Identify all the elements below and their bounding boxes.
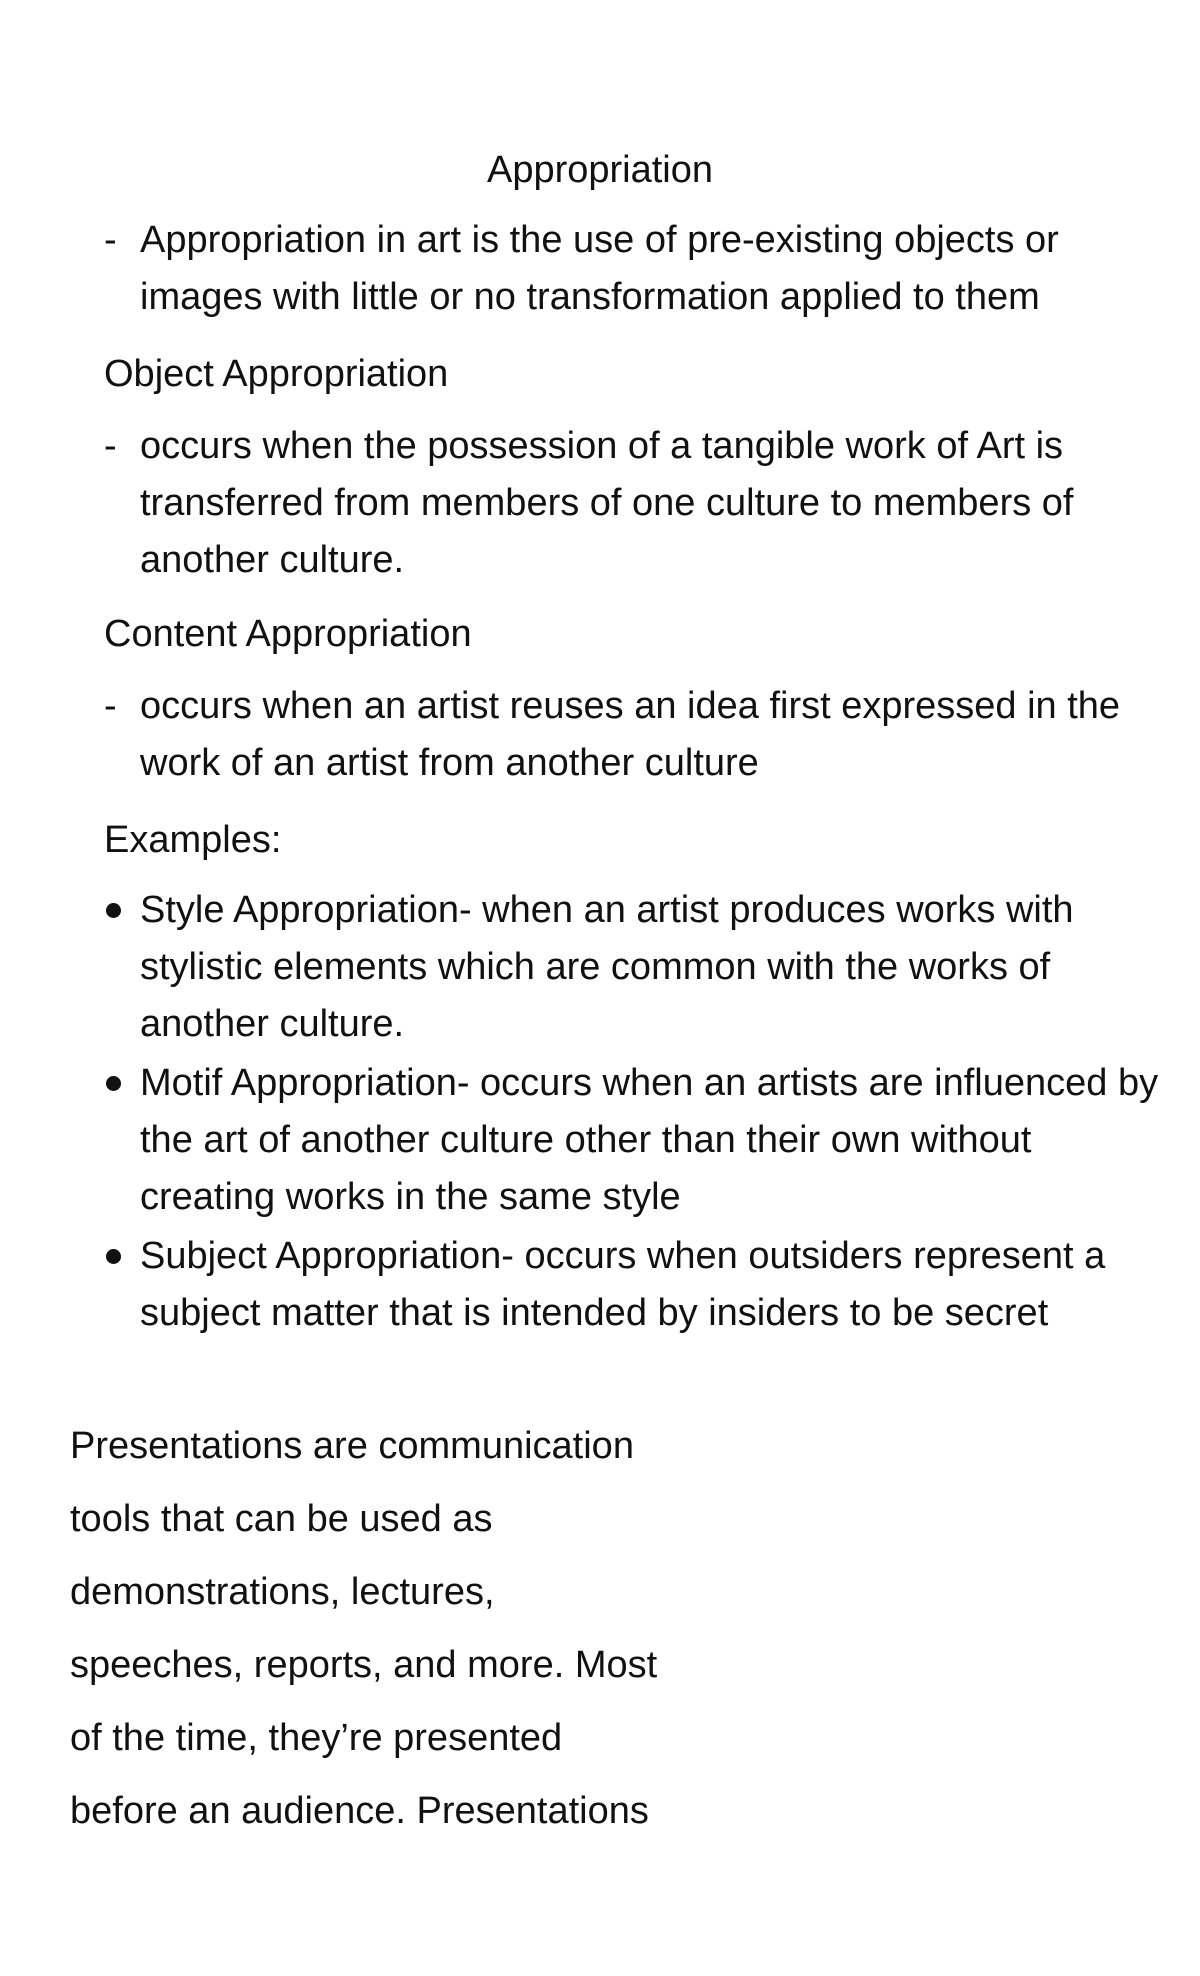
paragraph-line: of the time, they’re presented: [70, 1717, 563, 1759]
dash-marker: -: [104, 219, 117, 261]
bullet-icon: [106, 903, 121, 918]
object-appropriation-heading: Object Appropriation: [104, 353, 449, 395]
object-appropriation-item: [104, 418, 1144, 589]
example-text: Style Appropriation- when an artist produces works with stylistic elements which are common with the works of another culture.: [140, 889, 1074, 1045]
content-appropriation-heading: Content Appropriation: [104, 613, 472, 655]
example-text: Motif Appropriation- occurs when an artists are influenced by the art of another culture other than their own without creating works in the same style: [140, 1062, 1159, 1218]
bullet-icon: [106, 1249, 121, 1264]
paragraph-line: speeches, reports, and more. Most: [70, 1644, 658, 1686]
content-appropriation-text: occurs when an artist reuses an idea first expressed in the work of an artist from another culture: [140, 685, 1121, 784]
dash-marker: -: [104, 685, 117, 727]
paragraph-line: demonstrations, lectures,: [70, 1571, 495, 1613]
examples-heading: Examples:: [104, 819, 282, 861]
list-item: [104, 1055, 1164, 1226]
bullet-icon: [106, 1076, 121, 1091]
example-text: Subject Appropriation- occurs when outsiders represent a subject matter that is intended by insiders to be secret: [140, 1235, 1106, 1334]
content-appropriation-item: [104, 678, 1144, 792]
definition-item: [104, 212, 1144, 326]
examples-list: [104, 882, 1164, 1344]
list-item: [104, 882, 1164, 1053]
page-title: Appropriation: [486, 149, 714, 191]
paragraph-line: Presentations are communication: [70, 1425, 634, 1467]
list-item: [104, 1228, 1164, 1342]
definition-text: Appropriation in art is the use of pre-existing objects or images with little or no transformation applied to them: [140, 219, 1059, 318]
paragraph-line: tools that can be used as: [70, 1498, 493, 1540]
object-appropriation-text: occurs when the possession of a tangible work of Art is transferred from members of one culture to members of another culture.: [140, 425, 1074, 581]
paragraph-line: before an audience. Presentations: [70, 1790, 649, 1832]
dash-marker: -: [104, 425, 117, 467]
